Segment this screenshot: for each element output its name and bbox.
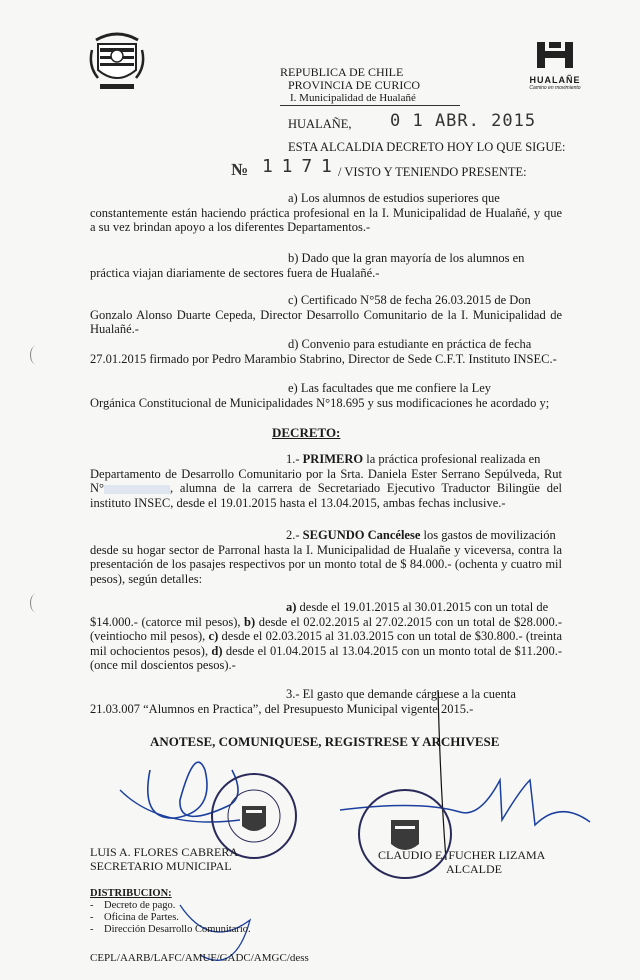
mayor-title: ALCALDE xyxy=(446,862,502,876)
decreto-title: DECRETO: xyxy=(272,425,341,440)
secretary-title: SECRETARIO MUNICIPAL xyxy=(90,859,232,873)
decree-number: 1 1 7 1 xyxy=(262,156,331,177)
payment-details: a) desde el 19.01.2015 al 30.01.2015 con un total de $14.000.- (catorce mil pesos), b) desde el 02.02.2015 al 27.02.2015 con un total de $28.000.- (veintiocho mil pesos), c) desde el 02.03.2015 al 31.03.2015 con un total de $30.800.- (treinta mil ochocientos pesos), d) desde el 01.04.2015 al 13.04.2015 con un monto total de $11.200.- (once mil doscientos pesos).- xyxy=(90,600,562,672)
decree-mark: № xyxy=(231,160,249,179)
brand-name: HUALAÑE xyxy=(529,75,581,85)
secretary-name: LUIS A. FLORES CABRERA xyxy=(90,845,239,859)
distribution-item: - Dirección Desarrollo Comunitario. xyxy=(90,924,251,935)
distribution-block xyxy=(90,888,350,936)
distribution-title: DISTRIBUCION: xyxy=(90,888,172,899)
consideration-b: b) Dado que la gran mayoría de los alumnos en práctica viajan diariamente de sectores fuera de Hualañé.- xyxy=(90,251,525,280)
mayor-name: CLAUDIO E. FUCHER LIZAMA xyxy=(378,848,546,862)
closing-line: ANOTESE, COMUNIQUESE, REGISTRESE Y ARCHIVESE xyxy=(150,734,500,749)
distribution-item: - Oficina de Partes. xyxy=(90,912,179,923)
brand-tagline: Camino en movimiento xyxy=(529,85,581,91)
header-province: PROVINCIA DE CURICO xyxy=(288,78,421,92)
mayor-signature-block xyxy=(378,848,545,876)
consideration-e: e) Las facultades que me confiere la Ley Orgánica Constitucional de Municipalidades N°18.695 y sus modificaciones he acordado y; xyxy=(90,381,550,410)
date-stamp: 0 1 ABR. 2015 xyxy=(390,111,537,131)
visto-line: / VISTO Y TENIENDO PRESENTE: xyxy=(338,165,527,179)
initials-line: CEPL/AARB/LAFC/AMUF/GADC/AMGC/dess xyxy=(90,952,309,964)
header-municipality: I. Municipalidad de Hualañé xyxy=(280,92,460,106)
punch-hole-mark xyxy=(30,594,41,612)
article-third: 3.- El gasto que demande cárguese a la cuenta 21.03.007 “Alumnos en Practica”, del Presupuesto Municipal vigente 2015.- xyxy=(90,687,516,716)
secretary-signature-block xyxy=(90,845,238,873)
consideration-c: c) Certificado N°58 de fecha 26.03.2015 de Don Gonzalo Alonso Duarte Cepeda, Director Desarrollo Comunitario de la I. Municipalidad de Hualañé.- xyxy=(90,293,562,336)
place: HUALAÑE, xyxy=(288,117,352,131)
header-country: REPUBLICA DE CHILE xyxy=(280,65,404,79)
intro-line: ESTA ALCALDIA DECRETO HOY LO QUE SIGUE: xyxy=(288,140,566,154)
punch-hole-mark xyxy=(30,346,41,364)
distribution-item: - Decreto de pago. xyxy=(90,900,176,911)
article-second: 2.- SEGUNDO Cancélese los gastos de movilización desde su hogar sector de Parronal hasta la I. Municipalidad de Hualañe y viceversa, contra la presentación de los pasajes respectivos por un monto total de $ 84.000.- (ochenta y cuatro mil pesos), según detalles: xyxy=(90,528,562,586)
consideration-d: d) Convenio para estudiante en práctica de fecha 27.01.2015 firmado por Pedro Marambio Stabrino, Director de Sede C.F.T. Instituto INSEC.- xyxy=(90,337,557,366)
article-first: 1.- PRIMERO la práctica profesional realizada en Departamento de Desarrollo Comunitario por la Srta. Daniela Ester Serrano Sepúlveda, Rut N° , alumna de la carrera de Secretariado Ejecutivo Traductor Bilingüe del instituto INSEC, desde el 19.01.2015 hasta el 13.04.2015, ambas fechas inclusive.- xyxy=(90,452,562,510)
consideration-a: a) Los alumnos de estudios superiores que constantemente están haciendo práctica profesional en la I. Municipalidad de Hualañé, y que a su vez brindan apoyo a los diferentes Departamentos.- xyxy=(90,191,562,234)
